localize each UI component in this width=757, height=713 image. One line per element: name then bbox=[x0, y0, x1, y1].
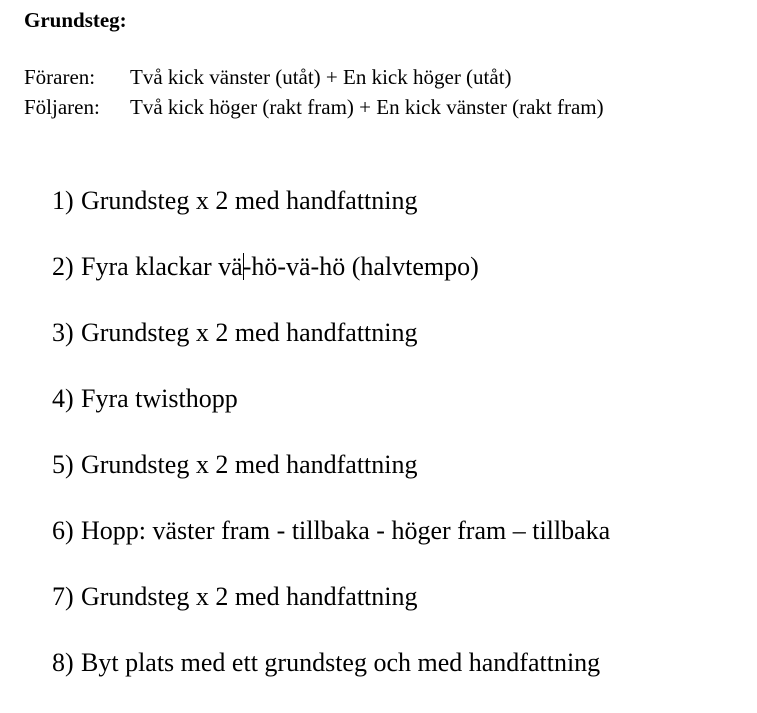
list-item bbox=[52, 581, 610, 613]
step-text: Grundsteg x 2 med handfattning bbox=[81, 450, 418, 479]
step-number: 7) bbox=[52, 582, 74, 611]
role-description: Två kick höger (rakt fram) + En kick vänster (rakt fram) bbox=[130, 95, 604, 119]
step-text: Grundsteg x 2 med handfattning bbox=[81, 318, 418, 347]
role-description: Två kick vänster (utåt) + En kick höger (utåt) bbox=[130, 65, 512, 89]
step-number: 2) bbox=[52, 252, 74, 281]
step-number: 5) bbox=[52, 450, 74, 479]
role-line-foljaren bbox=[24, 93, 604, 121]
heading-grundsteg: Grundsteg: bbox=[24, 8, 127, 32]
step-text-after-cursor: -hö-vä-hö (halvtempo) bbox=[242, 252, 479, 281]
role-line-foraren bbox=[24, 63, 512, 91]
step-text: Grundsteg x 2 med handfattning bbox=[81, 186, 418, 215]
list-item bbox=[52, 515, 610, 547]
role-name: Föraren: bbox=[24, 65, 96, 89]
step-number: 1) bbox=[52, 186, 74, 215]
step-number: 4) bbox=[52, 384, 74, 413]
list-item bbox=[52, 185, 610, 217]
step-text: Fyra twisthopp bbox=[81, 384, 238, 413]
step-number: 8) bbox=[52, 648, 74, 677]
list-item bbox=[52, 449, 610, 481]
step-list bbox=[52, 185, 610, 713]
step-text: Grundsteg x 2 med handfattning bbox=[81, 582, 418, 611]
step-number: 6) bbox=[52, 516, 74, 545]
list-item bbox=[52, 317, 610, 349]
step-number: 3) bbox=[52, 318, 74, 347]
list-item bbox=[52, 647, 610, 679]
list-item bbox=[52, 251, 610, 283]
role-name: Följaren: bbox=[24, 95, 100, 119]
step-text: Hopp: väster fram - tillbaka - höger fram – tillbaka bbox=[81, 516, 611, 545]
list-item bbox=[52, 383, 610, 415]
step-text-before-cursor: Fyra klackar vä bbox=[81, 252, 243, 281]
step-text: Byt plats med ett grundsteg och med handfattning bbox=[81, 648, 601, 677]
